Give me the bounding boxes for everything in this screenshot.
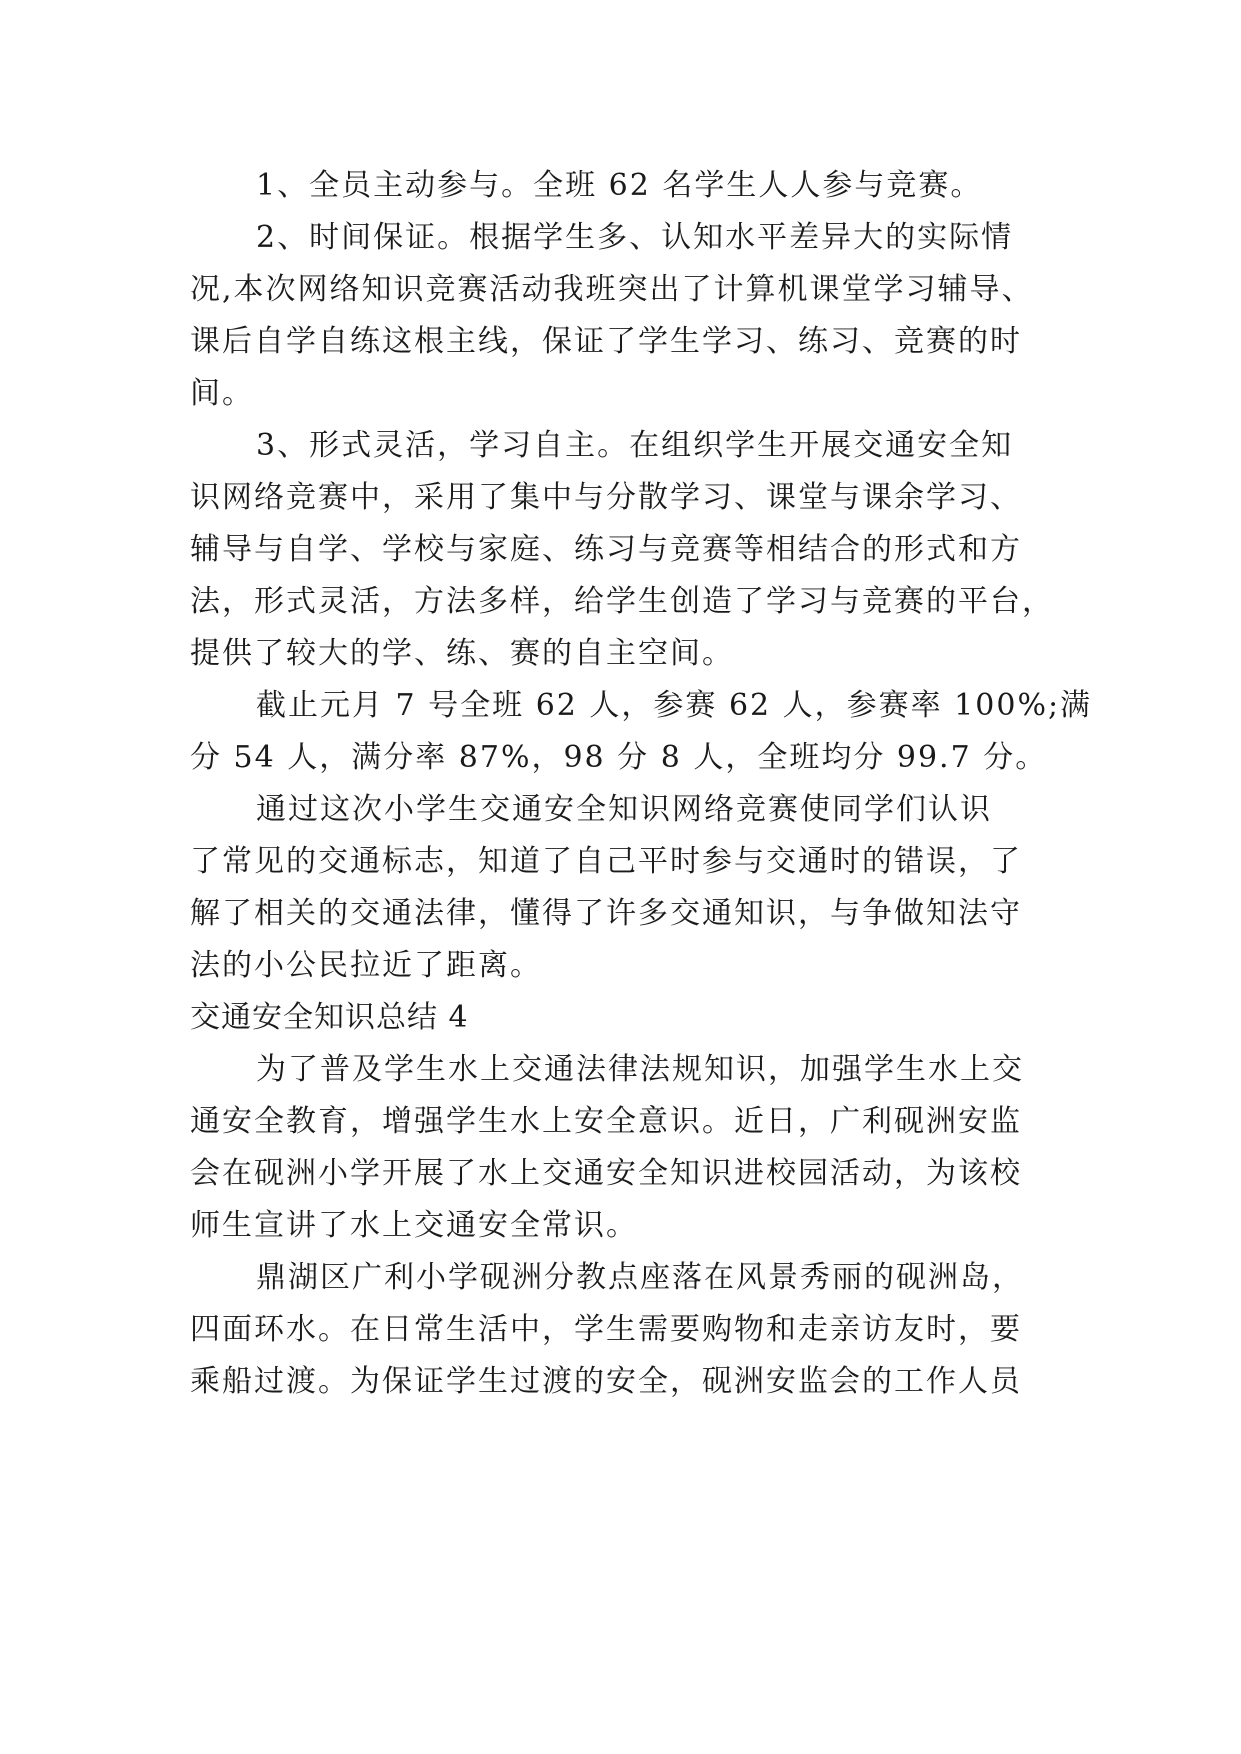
text-line: 法，形式灵活，方法多样，给学生创造了学习与竞赛的平台， <box>190 584 1054 619</box>
text-line: 会在砚洲小学开展了水上交通安全知识进校园活动，为该校 <box>190 1156 1022 1191</box>
paragraph-3 <box>190 420 1090 680</box>
paragraph-6 <box>190 1044 1090 1252</box>
text-line: 师生宣讲了水上交通安全常识。 <box>190 1208 638 1243</box>
text-line: 辅导与自学、学校与家庭、练习与竞赛等相结合的形式和方 <box>190 532 1022 567</box>
section-heading <box>190 992 1090 1044</box>
text-line: 分 54 人，满分率 87%，98 分 8 人，全班均分 99.7 分。 <box>190 740 1048 775</box>
text-line: 通安全教育，增强学生水上安全意识。近日，广利砚洲安监 <box>190 1104 1022 1139</box>
text-line: 1、全员主动参与。全班 62 名学生人人参与竞赛。 <box>256 168 983 203</box>
text-line: 解了相关的交通法律，懂得了许多交通知识，与争做知法守 <box>190 896 1022 931</box>
text-line: 乘船过渡。为保证学生过渡的安全，砚洲安监会的工作人员 <box>190 1364 1022 1399</box>
text-line: 况,本次网络知识竞赛活动我班突出了计算机课堂学习辅导、 <box>190 272 1034 307</box>
text-line: 四面环水。在日常生活中，学生需要购物和走亲访友时，要 <box>190 1312 1022 1347</box>
paragraph-4 <box>190 680 1093 784</box>
text-line: 为了普及学生水上交通法律法规知识，加强学生水上交 <box>256 1052 1024 1087</box>
paragraph-1 <box>190 160 1090 212</box>
document-body <box>190 160 1093 1408</box>
text-line: 了常见的交通标志，知道了自己平时参与交通时的错误，了 <box>190 844 1022 879</box>
text-line: 3、形式灵活，学习自主。在组织学生开展交通安全知 <box>256 428 1014 463</box>
text-line: 课后自学自练这根主线，保证了学生学习、练习、竞赛的时 <box>190 324 1022 359</box>
text-line: 识网络竞赛中，采用了集中与分散学习、课堂与课余学习、 <box>190 480 1022 515</box>
paragraph-2 <box>190 212 1090 420</box>
text-line: 法的小公民拉近了距离。 <box>190 948 542 983</box>
paragraph-7 <box>190 1252 1090 1408</box>
text-line: 截止元月 7 号全班 62 人，参赛 62 人，参赛率 100%;满 <box>256 688 1093 723</box>
text-line: 间。 <box>190 376 254 411</box>
text-line: 通过这次小学生交通安全知识网络竞赛使同学们认识 <box>256 792 992 827</box>
text-line: 提供了较大的学、练、赛的自主空间。 <box>190 636 734 671</box>
text-line: 鼎湖区广利小学砚洲分教点座落在风景秀丽的砚洲岛， <box>256 1260 1024 1295</box>
heading-text: 交通安全知识总结 4 <box>190 1000 469 1035</box>
paragraph-5 <box>190 784 1090 992</box>
text-line: 2、时间保证。根据学生多、认知水平差异大的实际情 <box>256 220 1014 255</box>
